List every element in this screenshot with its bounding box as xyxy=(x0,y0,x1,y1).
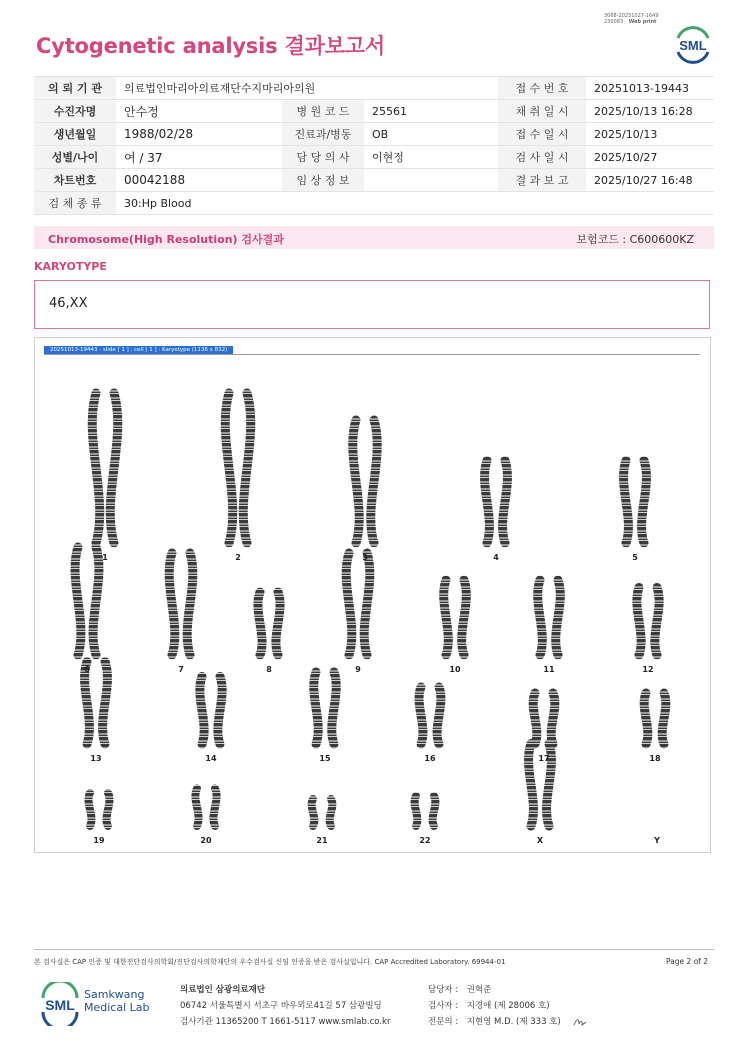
chromosome-label-19: 19 xyxy=(93,836,105,845)
signer-row xyxy=(428,1014,589,1030)
chromosome-5 xyxy=(624,461,629,544)
insurance-code: 보험코드 : C600600KZ xyxy=(576,233,694,246)
chromosome-7 xyxy=(187,553,193,655)
print-code xyxy=(604,19,656,25)
value-requesting-org: 의료법인마리아의료재단수지마리아의원 xyxy=(116,77,498,100)
label-report-datetime: 결 과 보 고 xyxy=(498,169,586,192)
value-birth-date: 1988/02/28 xyxy=(116,123,282,146)
value-specimen-type: 30:Hp Blood xyxy=(116,192,714,215)
chromosome-label-12: 12 xyxy=(642,665,654,674)
info-row xyxy=(34,146,714,169)
label-sex-age: 성별/나이 xyxy=(34,146,116,169)
value-collection-datetime: 2025/10/13 16:28 xyxy=(586,100,714,123)
brand-name xyxy=(84,988,150,1014)
print-label: Web print xyxy=(628,19,657,25)
signer-role: 전문의 : xyxy=(428,1017,459,1027)
info-row xyxy=(34,192,714,215)
karyotype-value: 46,XX xyxy=(49,296,88,311)
section-title: Chromosome(High Resolution) 검사결과 xyxy=(48,233,284,246)
karyotype-image xyxy=(34,337,711,853)
value-hospital-code: 25561 xyxy=(364,100,498,123)
chromosome-19 xyxy=(106,793,109,826)
chromosome-5 xyxy=(642,461,647,544)
chromosome-figure xyxy=(35,338,710,852)
image-caption: 20251013-19443 - slide [ 1 ] : cell [ 1 ] : Karyotype (1136 x 832) xyxy=(44,346,233,354)
info-row xyxy=(34,169,714,192)
label-receipt-date: 접 수 일 시 xyxy=(498,123,586,146)
chromosome-21 xyxy=(312,799,315,826)
org-address: 06742 서울특별시 서초구 바우뫼로41길 57 삼광빌딩 xyxy=(180,1001,382,1011)
label-chart-number: 차트번호 xyxy=(34,169,116,192)
chromosome-label-18: 18 xyxy=(649,754,661,763)
value-report-datetime: 2025/10/27 16:48 xyxy=(586,169,714,192)
brand-line1: Samkwang xyxy=(84,988,145,1001)
chromosome-label-16: 16 xyxy=(424,754,436,763)
chromosome-7 xyxy=(169,553,175,655)
chromosome-9 xyxy=(364,553,370,655)
chromosome-label-X: X xyxy=(536,836,544,845)
chromosome-20 xyxy=(213,789,216,827)
chromosome-15 xyxy=(332,672,337,744)
chromosome-6 xyxy=(93,547,99,655)
chromosome-18 xyxy=(644,693,648,744)
sml-logo xyxy=(672,22,714,64)
chromosome-label-9: 9 xyxy=(355,665,361,674)
chromosome-label-20: 20 xyxy=(200,836,212,845)
chromosome-label-2: 2 xyxy=(235,553,241,562)
chromosome-11 xyxy=(538,580,543,655)
signer-row xyxy=(428,998,589,1014)
print-number: 230083 xyxy=(604,19,624,25)
chromosome-label-8: 8 xyxy=(266,665,272,674)
label-requesting-org: 의 뢰 기 관 xyxy=(34,77,116,100)
value-doctor: 이현정 xyxy=(364,146,498,169)
brand-line2: Medical Lab xyxy=(84,1001,150,1014)
chromosome-1 xyxy=(92,393,100,543)
organization-info xyxy=(180,982,390,1030)
chromosome-4 xyxy=(485,461,490,544)
value-sex-age: 여 / 37 xyxy=(116,146,282,169)
label-collection-datetime: 채 취 일 시 xyxy=(498,100,586,123)
info-row xyxy=(34,100,714,123)
chromosome-8 xyxy=(258,592,262,655)
label-hospital-code: 병 원 코 드 xyxy=(282,100,364,123)
page-title: Cytogenetic analysis 결과보고서 xyxy=(36,34,385,58)
chromosome-21 xyxy=(330,799,333,826)
value-test-date: 2025/10/27 xyxy=(586,146,714,169)
karyotype-label: KARYOTYPE xyxy=(34,260,107,273)
chromosome-18 xyxy=(662,693,666,744)
value-patient-name: 안수정 xyxy=(116,100,282,123)
chromosome-20 xyxy=(195,789,198,827)
chromosome-label-21: 21 xyxy=(316,836,328,845)
document-code: 3068-20251027-1649 xyxy=(604,13,659,19)
value-chart-number: 00042188 xyxy=(116,169,282,192)
chromosome-6 xyxy=(75,547,81,655)
chromosome-label-11: 11 xyxy=(543,665,555,674)
chromosome-2 xyxy=(243,393,251,543)
chromosome-3 xyxy=(353,420,359,543)
brand-logo-text: SML xyxy=(45,997,75,1013)
chromosome-1 xyxy=(110,393,118,543)
chromosome-14 xyxy=(200,677,204,745)
chromosome-15 xyxy=(314,672,319,744)
chromosome-12 xyxy=(637,588,641,656)
signers xyxy=(428,982,589,1030)
label-receipt-number: 접 수 번 호 xyxy=(498,77,586,100)
chromosome-label-13: 13 xyxy=(90,754,102,763)
karyotype-result-box xyxy=(34,280,710,329)
label-department: 진료과/병동 xyxy=(282,123,364,146)
chromosome-9 xyxy=(346,553,352,655)
chromosome-label-Y: Y xyxy=(654,836,660,845)
chromosome-label-4: 4 xyxy=(493,553,499,562)
chromosome-label-6: 6 xyxy=(84,665,90,674)
org-contact: 검사기관 11365200 T 1661-5117 www.smlab.co.kr xyxy=(180,1017,391,1027)
chromosome-14 xyxy=(218,677,222,745)
chromosome-22 xyxy=(433,796,436,826)
label-test-date: 검 사 일 시 xyxy=(498,146,586,169)
value-receipt-number: 20251013-19443 xyxy=(586,77,714,100)
label-patient-name: 수진자명 xyxy=(34,100,116,123)
patient-info-table xyxy=(34,76,714,215)
label-doctor: 담 당 의 사 xyxy=(282,146,364,169)
chromosome-22 xyxy=(415,796,418,826)
chromosome-label-1: 1 xyxy=(102,553,108,562)
page-number: Page 2 of 2 xyxy=(666,957,709,966)
info-row xyxy=(34,123,714,146)
accreditation-note: 본 검사실은 CAP 인증 및 대한진단검사의학회/진단검사의학재단의 우수검사실 신임 인증을 받은 검사실입니다. CAP Accredited Laboratory. 69944-01 xyxy=(34,958,506,966)
chromosome-12 xyxy=(655,588,659,656)
chromosome-17 xyxy=(551,693,555,744)
footer-divider xyxy=(34,949,714,950)
chromosome-3 xyxy=(371,420,377,543)
label-specimen-type: 검 체 종 류 xyxy=(34,192,116,215)
chromosome-19 xyxy=(88,793,91,826)
sml-brand-logo xyxy=(38,982,82,1030)
chromosome-13 xyxy=(103,662,108,745)
value-department: OB xyxy=(364,123,498,146)
chromosome-10 xyxy=(462,580,467,655)
signer-row xyxy=(428,982,589,998)
chromosome-label-14: 14 xyxy=(205,754,217,763)
chromosome-label-5: 5 xyxy=(632,553,638,562)
chromosome-4 xyxy=(503,461,508,544)
info-row xyxy=(34,77,714,100)
chromosome-label-17: 17 xyxy=(538,754,550,763)
signature-mark xyxy=(573,1016,589,1028)
signer-role: 검사자 : xyxy=(428,1001,459,1011)
signer-name: 권혁준 xyxy=(466,985,492,995)
chromosome-X xyxy=(529,744,534,827)
chromosome-label-7: 7 xyxy=(178,665,184,674)
chromosome-17 xyxy=(533,693,537,744)
signer-name: 지경애 (제 28006 호) xyxy=(466,1001,550,1011)
chromosome-label-3: 3 xyxy=(362,553,368,562)
label-clinical-info: 임 상 정 보 xyxy=(282,169,364,192)
result-section-header xyxy=(34,226,714,249)
chromosome-16 xyxy=(419,687,423,744)
chromosome-label-10: 10 xyxy=(449,665,461,674)
value-receipt-date: 2025/10/13 xyxy=(586,123,714,146)
logo-text: SML xyxy=(679,38,707,53)
signer-name: 지현영 M.D. (제 333 호) xyxy=(466,1017,561,1027)
value-clinical-info xyxy=(364,169,498,192)
chromosome-11 xyxy=(556,580,561,655)
chromosome-8 xyxy=(276,592,280,655)
org-name: 의료법인 삼광의료재단 xyxy=(180,985,266,995)
chromosome-10 xyxy=(444,580,449,655)
chromosome-2 xyxy=(225,393,233,543)
label-birth-date: 생년월일 xyxy=(34,123,116,146)
chromosome-label-22: 22 xyxy=(419,836,431,845)
chromosome-16 xyxy=(437,687,441,744)
chromosome-label-15: 15 xyxy=(319,754,331,763)
signer-role: 담당자 : xyxy=(428,985,459,995)
